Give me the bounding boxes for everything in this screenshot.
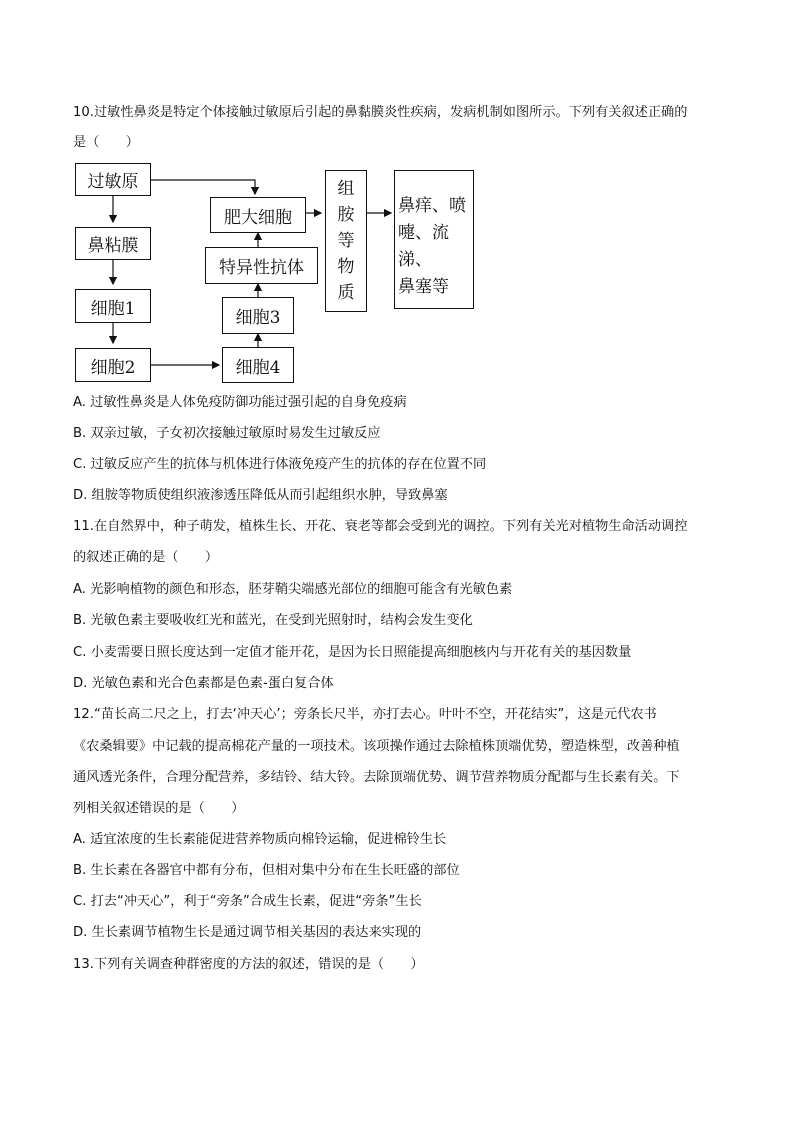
box-cell3: 细胞3	[222, 297, 294, 334]
box-symptoms: 鼻痒、喷 嚏、流涕、 鼻塞等	[394, 170, 474, 309]
q12-option-a: A. 适宜浓度的生长素能促进营养物质向棉铃运输，促进棉铃生长	[73, 832, 447, 847]
box-cell2: 细胞2	[75, 348, 151, 382]
box-mast-cell: 肥大细胞	[210, 197, 306, 233]
histamine-char: 等	[337, 231, 355, 251]
q12-stem-line2: 《农桑辑要》中记载的提高棉花产量的一项技术。该项操作通过去除植株顶端优势，塑造株型，改善种植	[73, 739, 680, 754]
q12-option-c: C. 打去“冲天心”，利于“旁条”合成生长素，促进“旁条”生长	[73, 894, 422, 909]
q10-stem-line1: 10.过敏性鼻炎是特定个体接触过敏原后引起的鼻黏膜炎性疾病，发病机制如图所示。下列有关叙述正确的	[73, 105, 688, 120]
q11-option-c: C. 小麦需要日照长度达到一定值才能开花，是因为长日照能提高细胞核内与开花有关的基因数量	[73, 645, 632, 660]
histamine-char: 质	[337, 283, 355, 303]
q12-stem-line4: 列相关叙述错误的是（ ）	[73, 801, 245, 816]
box-cell1: 细胞1	[75, 289, 151, 323]
box-nasal-mucosa: 鼻粘膜	[75, 227, 151, 260]
arrow-allergen-to-mastcell	[151, 180, 255, 194]
q10-stem-line2: 是（ ）	[73, 135, 139, 150]
histamine-char: 胺	[337, 205, 355, 225]
q10-option-d: D. 组胺等物质使组织液渗透压降低从而引起组织水肿，导致鼻塞	[73, 488, 448, 503]
q12-option-d: D. 生长素调节植物生长是通过调节相关基因的表达来实现的	[73, 925, 422, 940]
q13-stem: 13.下列有关调查种群密度的方法的叙述，错误的是（ ）	[73, 957, 424, 972]
histamine-char: 组	[337, 179, 355, 199]
q11-stem-line1: 11.在自然界中，种子萌发，植株生长、开花、衰老等都会受到光的调控。下列有关光对植物生命活动调控	[73, 519, 688, 534]
histamine-char: 物	[337, 257, 355, 277]
q11-option-b: B. 光敏色素主要吸收红光和蓝光，在受到光照射时，结构会发生变化	[73, 613, 473, 628]
q10-option-c: C. 过敏反应产生的抗体与机体进行体液免疫产生的抗体的存在位置不同	[73, 457, 487, 472]
q11-option-a: A. 光影响植物的颜色和形态，胚芽鞘尖端感光部位的细胞可能含有光敏色素	[73, 582, 513, 597]
box-specific-antibody: 特异性抗体	[205, 247, 318, 284]
q11-option-d: D. 光敏色素和光合色素都是色素-蛋白复合体	[73, 676, 334, 691]
q10-option-a: A. 过敏性鼻炎是人体免疫防御功能过强引起的自身免疫病	[73, 395, 407, 410]
box-allergen: 过敏原	[75, 163, 151, 196]
q12-option-b: B. 生长素在各器官中都有分布，但相对集中分布在生长旺盛的部位	[73, 863, 460, 878]
box-histamine	[325, 170, 367, 312]
q12-stem-line1: 12.“苗长高二尺之上，打去‘冲天心’；旁条长尺半，亦打去心。叶叶不空，开花结实”，这是元代农书	[73, 707, 657, 722]
q11-stem-line2: 的叙述正确的是（ ）	[73, 550, 219, 565]
box-cell4: 细胞4	[222, 347, 294, 383]
q12-stem-line3: 通风透光条件，合理分配营养，多结铃、结大铃。去除顶端优势、调节营养物质分配都与生长素有关。下	[73, 770, 680, 785]
q10-option-b: B. 双亲过敏，子女初次接触过敏原时易发生过敏反应	[73, 426, 381, 441]
